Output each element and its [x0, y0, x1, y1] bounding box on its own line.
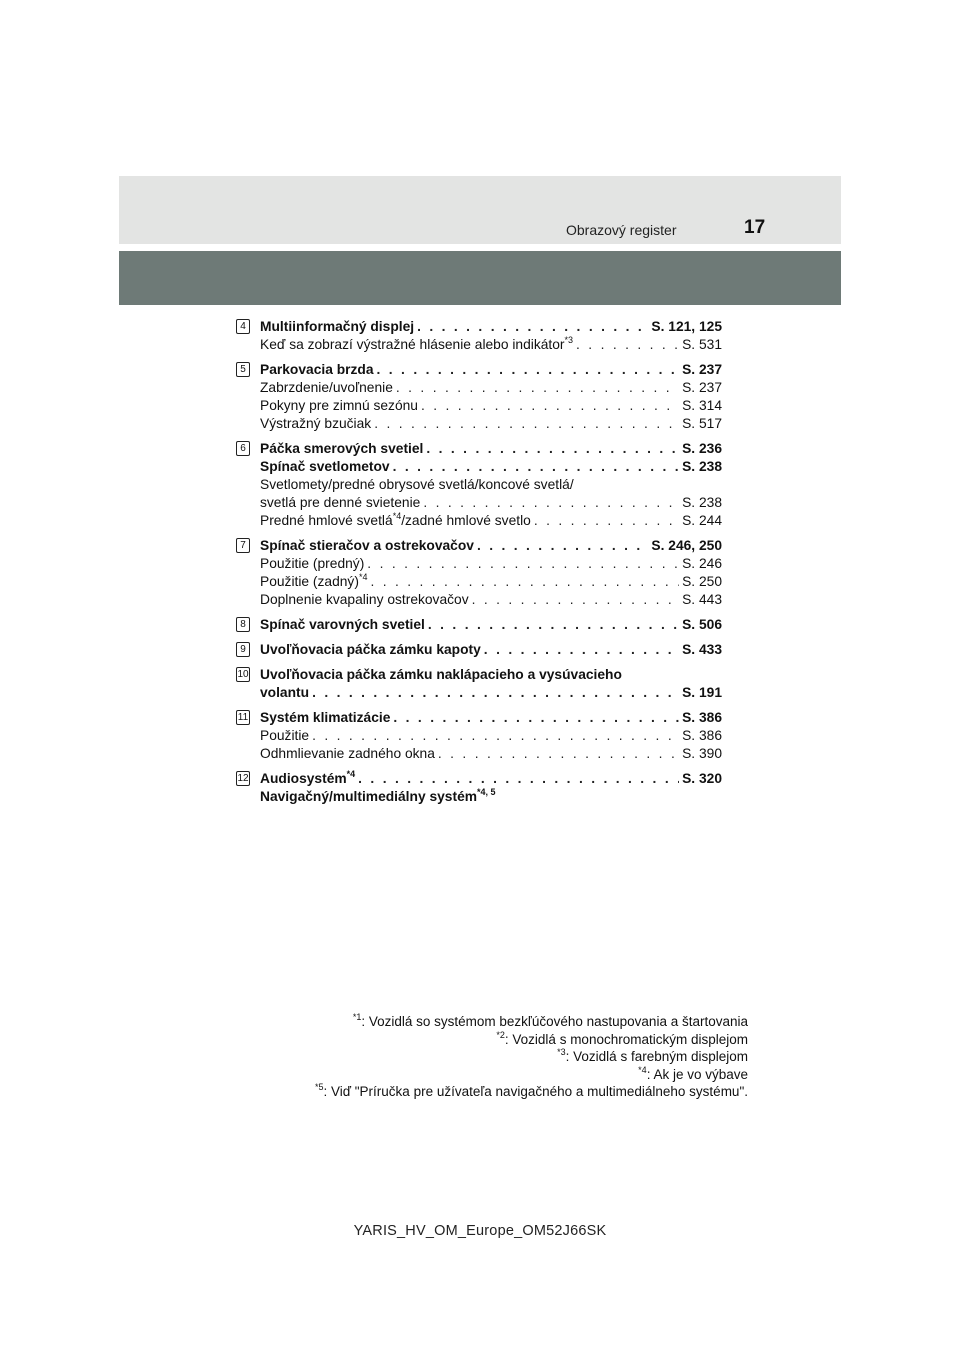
- leader-dots: [367, 555, 679, 573]
- callout-number-badge: 5: [236, 362, 250, 377]
- leader-dots: [396, 379, 679, 397]
- index-entry-continued: [260, 788, 722, 806]
- index-entry[interactable]: [260, 361, 722, 379]
- footnote-mark: *5: [314, 1082, 324, 1092]
- leader-dots: [377, 361, 680, 379]
- footnote-marker: *4, 5: [477, 787, 496, 797]
- footnote: $^{*5}$: Viď "Príručka pre užívateľa navigačného a multimediálneho systému".: [314, 1082, 748, 1099]
- callout-number-badge: 7: [236, 538, 250, 553]
- index-list: [236, 318, 722, 813]
- callout-number-badge: 10: [237, 669, 249, 680]
- index-section: [236, 641, 722, 659]
- footnote-mark: *4: [638, 1064, 647, 1075]
- page-reference[interactable]: S. 246, 250: [651, 538, 722, 553]
- page-reference[interactable]: S. 320: [682, 771, 722, 786]
- entry-label: Použitie: [260, 728, 310, 743]
- page-reference[interactable]: S. 443: [682, 592, 722, 607]
- footnote-mark: *1: [352, 1012, 362, 1022]
- page-reference[interactable]: S. 191: [682, 685, 722, 700]
- footnote-marker: *4: [346, 769, 356, 779]
- footnote-marker: *3: [564, 335, 574, 345]
- index-entry[interactable]: [260, 458, 722, 476]
- page-reference[interactable]: S. 390: [682, 746, 722, 761]
- page-reference[interactable]: S. 517: [682, 416, 722, 431]
- leader-dots: [426, 440, 679, 458]
- entry-label: Použitie (predný): [260, 556, 365, 571]
- entry-label: Navigačný/multimediálny systém$^{*4, 5}$: [260, 787, 496, 804]
- entry-label: volantu: [260, 685, 310, 700]
- index-entry[interactable]: [260, 709, 722, 727]
- page-reference[interactable]: S. 314: [682, 398, 722, 413]
- leader-dots: [421, 397, 679, 415]
- index-section: [236, 709, 722, 763]
- index-entry[interactable]: [260, 745, 722, 763]
- index-entry[interactable]: [260, 591, 722, 609]
- footnote-marker: *4: [392, 511, 402, 521]
- index-entry[interactable]: [260, 440, 722, 458]
- index-entry[interactable]: [260, 537, 722, 555]
- callout-number-badge: 6: [236, 441, 250, 456]
- entry-label: Svetlomety/predné obrysové svetlá/koncové svetlá/: [260, 477, 574, 492]
- page-reference[interactable]: S. 244: [682, 513, 722, 528]
- entry-label: Spínač stieračov a ostrekovačov: [260, 538, 474, 553]
- entry-label: svetlá pre denné svietenie: [260, 495, 421, 510]
- leader-dots: [428, 616, 679, 634]
- page-reference[interactable]: S. 386: [682, 728, 722, 743]
- entry-label: Systém klimatizácie: [260, 710, 391, 725]
- page-reference[interactable]: S. 531: [682, 337, 722, 352]
- index-section: [236, 537, 722, 609]
- index-section: [236, 318, 722, 354]
- leader-dots: [534, 512, 679, 530]
- page-reference[interactable]: S. 237: [682, 362, 722, 377]
- index-entry[interactable]: [260, 770, 722, 788]
- callout-number-badge: 9: [236, 642, 250, 657]
- leader-dots: [438, 745, 679, 763]
- index-entry[interactable]: [260, 641, 722, 659]
- page-reference[interactable]: S. 238: [682, 459, 722, 474]
- index-section: [236, 666, 722, 702]
- leader-dots: [576, 336, 679, 354]
- leader-dots: [472, 591, 680, 609]
- footnote-marker: *4: [358, 572, 368, 582]
- entry-label: Predné hmlové svetlá$^{*4}$/zadné hmlové svetlo: [260, 511, 531, 528]
- entry-label: Multiinformačný displej: [260, 319, 415, 334]
- index-section: [236, 440, 722, 530]
- index-entry[interactable]: [260, 379, 722, 397]
- page-reference[interactable]: S. 386: [682, 710, 722, 725]
- index-entry[interactable]: [260, 494, 722, 512]
- index-section: [236, 770, 722, 806]
- page-reference[interactable]: S. 121, 125: [651, 319, 722, 334]
- header-dark-band: [119, 251, 841, 305]
- footnote: $^{*3}$: Vozidlá s farebným displejom: [557, 1047, 748, 1064]
- entry-label: Zabrzdenie/uvoľnenie: [260, 380, 393, 395]
- section-title: Obrazový register: [566, 222, 677, 238]
- entry-label: Pokyny pre zimnú sezónu: [260, 398, 418, 413]
- page-reference[interactable]: S. 246: [682, 556, 722, 571]
- entry-label: Parkovacia brzda: [260, 362, 374, 377]
- footnote: $^{*2}$: Vozidlá s monochromatickým displejom: [496, 1029, 748, 1047]
- page-reference[interactable]: S. 238: [682, 495, 722, 510]
- page-reference[interactable]: S. 506: [682, 617, 722, 632]
- leader-dots: [370, 573, 679, 591]
- index-entry[interactable]: [260, 727, 722, 745]
- footnote: $^{*4}$: Ak je vo výbave: [638, 1064, 748, 1082]
- entry-label: Audiosystém$^{*4}$: [260, 769, 356, 786]
- leader-dots: [312, 684, 679, 702]
- entry-label: Uvoľňovacia páčka zámku kapoty: [260, 642, 481, 657]
- index-section: [236, 361, 722, 433]
- footnote-mark: *2: [496, 1029, 505, 1040]
- leader-dots: [374, 415, 679, 433]
- page-number: 17: [744, 217, 766, 238]
- entry-label: Odhmlievanie zadného okna: [260, 746, 435, 761]
- leader-dots: [477, 537, 648, 555]
- page-reference[interactable]: S. 250: [682, 574, 722, 589]
- index-entry[interactable]: [260, 555, 722, 573]
- leader-dots: [358, 770, 679, 788]
- index-entry-continued: [260, 666, 722, 684]
- leader-dots: [393, 709, 679, 727]
- entry-label: Výstražný bzučiak: [260, 416, 372, 431]
- entry-label: Použitie (zadný)$^{*4}$: [260, 572, 368, 589]
- index-entry[interactable]: [260, 336, 722, 354]
- footnote: $^{*1}$: Vozidlá so systémom bezkľúčového nastupovania a štartovania: [352, 1012, 748, 1029]
- index-entry[interactable]: [260, 573, 722, 591]
- callout-number-badge: 11: [237, 712, 249, 723]
- index-entry[interactable]: [260, 415, 722, 433]
- footnote-mark: *3: [557, 1047, 566, 1057]
- index-entry[interactable]: [260, 512, 722, 530]
- leader-dots: [393, 458, 680, 476]
- leader-dots: [423, 494, 679, 512]
- entry-label: Páčka smerových svetiel: [260, 441, 424, 456]
- index-entry[interactable]: [260, 318, 722, 336]
- callout-number-badge: 4: [236, 319, 250, 334]
- index-entry-continued: [260, 476, 722, 494]
- page-reference[interactable]: S. 433: [682, 642, 722, 657]
- entry-label: Keď sa zobrazí výstražné hlásenie alebo indikátor$^{*3}$: [260, 335, 574, 352]
- leader-dots: [484, 641, 679, 659]
- callout-number-badge: 8: [236, 617, 250, 632]
- leader-dots: [312, 727, 679, 745]
- callout-number-badge: 12: [237, 773, 249, 784]
- index-entry[interactable]: [260, 616, 722, 634]
- page-reference[interactable]: S. 237: [682, 380, 722, 395]
- entry-label: Spínač svetlometov: [260, 459, 390, 474]
- leader-dots: [417, 318, 648, 336]
- entry-label: Doplnenie kvapaliny ostrekovačov: [260, 592, 469, 607]
- document-code: YARIS_HV_OM_Europe_OM52J66SK: [353, 1223, 607, 1239]
- index-entry[interactable]: [260, 397, 722, 415]
- footnotes: [315, 1013, 748, 1101]
- index-section: [236, 616, 722, 634]
- header-band: [119, 176, 841, 244]
- index-entry[interactable]: [260, 684, 722, 702]
- page-reference[interactable]: S. 236: [682, 441, 722, 456]
- entry-label: Spínač varovných svetiel: [260, 617, 425, 632]
- entry-label: Uvoľňovacia páčka zámku naklápacieho a vysúvacieho: [260, 667, 622, 682]
